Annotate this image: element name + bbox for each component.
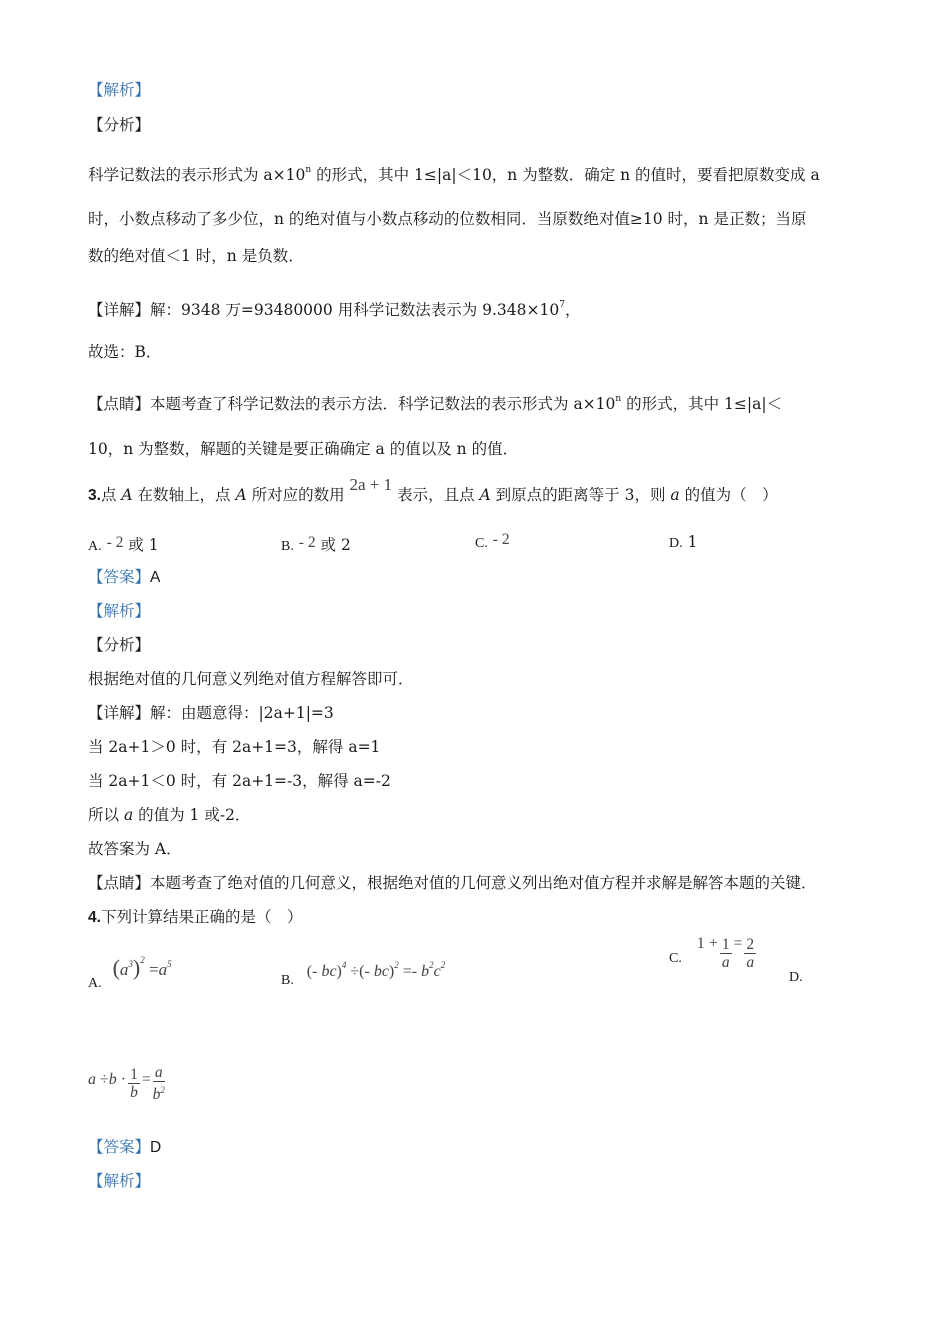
guxuan-line: 故选：B． [88, 343, 162, 361]
q4-jiexi-tag: 【解析】 [88, 1172, 151, 1190]
q3-expression: 2a + 1 [349, 475, 393, 494]
q3-case-2: 当 2a+1＜0 时，有 2a+1=-3，解得 a=-2 [88, 772, 391, 790]
q4-option-d-label: D. [789, 970, 803, 985]
q3-option-c: C. - 2 [475, 531, 510, 551]
q3-option-a: A. - 2 或 1 [88, 534, 159, 554]
xiangjie-line: 【详解】解：9348 万=93480000 用科学记数法表示为 $9.348\times 10^7$， [88, 300, 581, 319]
q3-jiexi-tag: 【解析】 [88, 602, 151, 620]
q4-option-b-formula: (- bc)$^4$ ÷(- $bc)^2 =- b^2c^2$ [306, 960, 446, 980]
q4-option-d-formula: a ÷b · $\frac{1}{b}$ = $\frac{a}{b^2}$ [88, 1064, 165, 1103]
dianjing-line-1: 【点睛】本题考查了科学记数法的表示方法．科学记数法的表示形式为 $a\times 10^n$ 的形式，其中 1≤|a|＜ [88, 394, 783, 413]
q4-option-c: C. 1 + $\frac{1}{a}$ = $\frac{2}{a}$ [669, 934, 755, 971]
q3-option-b: B. - 2 或 2 [281, 534, 351, 554]
q3-dianjing: 【点睛】本题考查了绝对值的几何意义，根据绝对值的几何意义列出绝对值方程并求解是解答本题的关键． [88, 874, 817, 892]
fenxi-line-1: 科学记数法的表示形式为 $a\times 10^n$ 的形式，其中 1≤|a|＜10，n 为整数．确定 n 的值时，要看把原数变成 a [88, 165, 820, 184]
q3-conclusion: 所以 a 的值为 1 或-2． [88, 806, 251, 824]
fenxi-line-3: 数的绝对值＜1 时，n 是负数． [88, 247, 304, 265]
fenxi-line-2: 时，小数点移动了多少位，n 的绝对值与小数点移动的位数相同．当原数绝对值≥10 时，n 是正数；当原 [88, 210, 807, 228]
q3-fenxi-tag: 【分析】 [88, 636, 151, 654]
fenxi-tag: 【分析】 [88, 116, 151, 134]
jiexi-tag: 【解析】 [88, 81, 151, 99]
q3-fenxi: 根据绝对值的几何意义列绝对值方程解答即可． [88, 670, 414, 688]
q4-option-a-formula: $(a^3)^2 =a^5$ [112, 955, 172, 980]
q3-xiangjie: 【详解】解：由题意得：|2a+1|=3 [88, 704, 334, 722]
q4-option-a: A. $(a^3)^2 =a^5$ [88, 955, 172, 991]
q4-stem: 4.下列计算结果正确的是（ ） [88, 908, 303, 926]
q3-option-d: D. 1 [669, 533, 698, 551]
q3-answer: 【答案】A [88, 568, 161, 586]
q4-option-b: B. (- bc)$^4$ ÷(- $bc)^2 =- b^2c^2$ [281, 960, 446, 988]
q3-stem: 3.点 A 在数轴上，点 A 所对应的数用 2a + 1 表示，且点 A 到原点的距离等于 3，则 a 的值为（ ） [88, 475, 778, 504]
q4-answer: 【答案】D [88, 1138, 162, 1156]
q3-case-1: 当 2a+1＞0 时，有 2a+1=3，解得 a=1 [88, 738, 381, 756]
q3-guda: 故答案为 A． [88, 840, 182, 858]
dianjing-line-2: 10，n 为整数，解题的关键是要正确确定 a 的值以及 n 的值． [88, 440, 519, 458]
